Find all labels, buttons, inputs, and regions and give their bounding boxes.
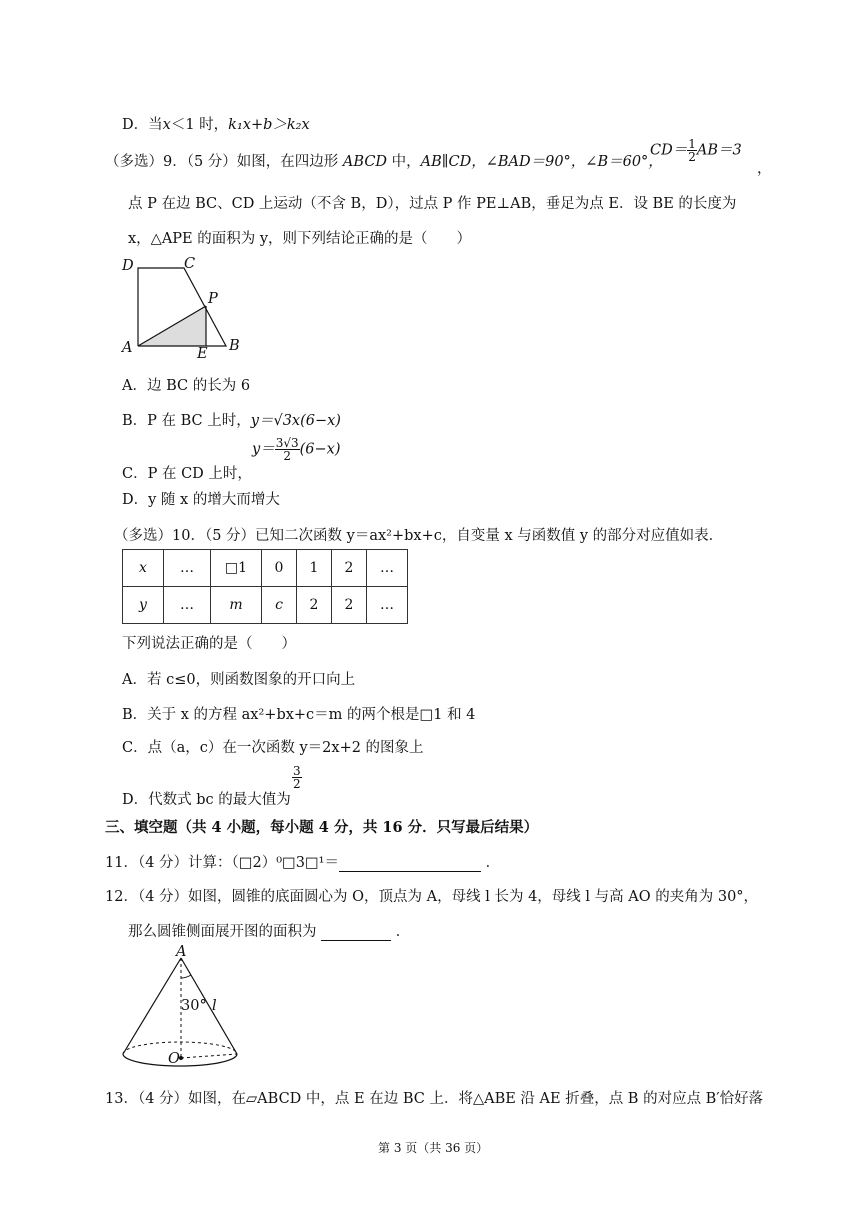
q12-answer-blank[interactable] <box>321 924 391 941</box>
table-row <box>123 550 408 587</box>
q9-prefix: （多选）9．（5 分）如图，在四边形 <box>105 154 339 170</box>
q13-text: 13．（4 分）如图，在▱ABCD 中，点 E 在边 BC 上．将△ABE 沿 AE 折叠，点 B 的对应点 B′恰好落 <box>105 1091 764 1107</box>
q11-text: 11．（4 分）计算：（□2）⁰□3□¹＝ <box>105 855 339 871</box>
table-row <box>123 587 408 624</box>
q9-option-c-text: C．P 在 CD 上时， <box>122 466 252 482</box>
q12-line2 <box>128 920 410 941</box>
q9-option-c-left: y＝ <box>252 441 275 458</box>
q12-line2-text: 那么圆锥侧面展开图的面积为 <box>128 924 317 940</box>
q8-option-d <box>122 113 310 134</box>
q9-label-e: E <box>197 346 208 362</box>
q9-mid: 中， <box>391 154 421 170</box>
q9-line2: 点 P 在边 BC、CD 上运动（不含 B，D），过点 P 作 PE⊥AB，垂足为点 E．设 BE 的长度为 <box>128 196 737 212</box>
q10-option-d-den: 2 <box>293 777 301 791</box>
table-cell: x <box>123 550 164 587</box>
table-cell: □1 <box>211 550 262 587</box>
table-cell: … <box>367 587 408 624</box>
q12-angle-arc <box>181 975 191 978</box>
q12-line1: 12．（4 分）如图，圆锥的底面圆心为 O，顶点为 A，母线 l 长为 4，母线 l 与高 AO 的夹角为 30°， <box>105 889 759 905</box>
table-cell: 2 <box>332 587 367 624</box>
q9-label-d: D <box>122 258 134 274</box>
q9-cd-fraction <box>687 138 697 163</box>
q10-option-a: A．若 c≤0，则函数图象的开口向上 <box>122 672 356 688</box>
q10-option-b: B．关于 x 的方程 ax²+bx+c＝m 的两个根是□1 和 4 <box>122 707 476 723</box>
q9-label-b: B <box>229 338 240 354</box>
table-cell: … <box>367 550 408 587</box>
q9-option-c-fraction <box>275 437 300 462</box>
q8-option-d-label: D．当 <box>122 117 163 133</box>
q12-cone-left-side <box>123 958 181 1054</box>
q9-line3: x，△APE 的面积为 y，则下列结论正确的是（ ） <box>128 231 472 247</box>
table-cell: … <box>164 587 211 624</box>
q9-cd-den: 2 <box>688 150 696 164</box>
q9-cd-expression <box>650 138 742 163</box>
q12-label-o: O <box>168 1051 180 1067</box>
q10-option-c: C．点（a，c）在一次函数 y＝2x+2 的图象上 <box>122 740 424 756</box>
q9-option-c-den: 2 <box>283 449 291 463</box>
q9-option-b-formula: y＝√3x(6−x) <box>250 413 341 429</box>
table-cell: 2 <box>332 550 367 587</box>
q9-option-b <box>122 409 341 430</box>
q10-option-d-fraction <box>292 765 302 790</box>
q9-option-b-text: B．P 在 BC 上时， <box>122 413 251 429</box>
q8-lt: ＜1 时， <box>170 117 229 133</box>
q10-intro: （多选）10．（5 分）已知二次函数 y＝ax²+bx+c，自变量 x 与函数值 y 的部分对应值如表． <box>114 528 724 544</box>
section-3-title: 三、填空题（共 4 小题，每小题 4 分，共 16 分．只写最后结果） <box>105 819 539 836</box>
table-cell: m <box>211 587 262 624</box>
q11 <box>105 851 500 872</box>
q12-end: ． <box>395 924 411 940</box>
q12-base-back <box>123 1042 237 1054</box>
q12-radius <box>181 1054 237 1058</box>
table-cell: y <box>123 587 164 624</box>
q12-base-front <box>123 1054 237 1066</box>
q9-label-p: P <box>208 291 218 307</box>
q9-label-a: A <box>122 340 133 356</box>
table-cell: … <box>164 550 211 587</box>
q9-shape: ABCD <box>342 154 388 170</box>
q9-comma: ， <box>757 161 772 177</box>
q11-end: ． <box>485 855 501 871</box>
q12-cone-figure <box>115 950 245 1072</box>
q12-label-a: A <box>176 944 187 960</box>
table-cell: 1 <box>297 550 332 587</box>
q9-option-c-right: (6−x) <box>299 441 341 458</box>
q9-cd-right: AB＝3 <box>696 142 742 159</box>
q11-answer-blank[interactable] <box>339 855 481 872</box>
q8-var-x: x <box>162 117 171 133</box>
q10-ask: 下列说法正确的是（ ） <box>122 636 296 652</box>
page-footer: 第 3 页（共 36 页） <box>378 1141 489 1155</box>
q10-option-d-text: D．代数式 bc 的最大值为 <box>122 792 291 808</box>
q9-option-a: A．边 BC 的长为 6 <box>122 378 251 394</box>
q9-parallel: AB∥CD，∠BAD＝90°，∠B＝60°， <box>420 154 663 170</box>
q9-label-c: C <box>184 256 196 272</box>
q9-cd-left: CD＝ <box>650 142 688 159</box>
q10-value-table <box>122 549 408 624</box>
q12-label-angle: 30° <box>181 998 207 1014</box>
table-cell: 0 <box>262 550 297 587</box>
q9-line1 <box>105 150 663 171</box>
q9-option-c-num: 3√3 <box>275 436 299 450</box>
q10-option-d-num: 3 <box>293 764 301 778</box>
q12-label-l: l <box>212 998 217 1014</box>
q9-option-d: D．y 随 x 的增大而增大 <box>122 492 280 508</box>
q8-expr: k₁x+b＞k₂x <box>228 117 310 133</box>
q9-option-c-formula <box>252 437 341 462</box>
table-cell: c <box>262 587 297 624</box>
q9-cd-num: 1 <box>688 137 696 151</box>
q10-option-d-frac <box>292 765 302 790</box>
table-cell: 2 <box>297 587 332 624</box>
